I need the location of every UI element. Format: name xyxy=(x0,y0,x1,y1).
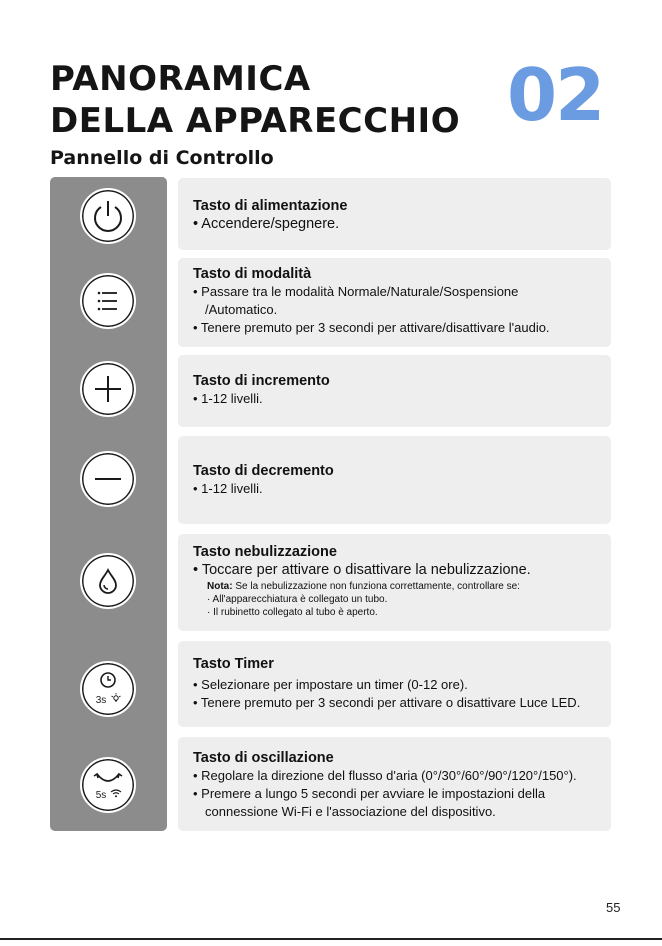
note-item: · Il rubinetto collegato al tubo è aperto. xyxy=(207,607,378,618)
oscillation-hold-label: 5s xyxy=(95,790,107,801)
card-line: • Toccare per attivare o disattivare la nebulizzazione. xyxy=(193,562,531,578)
card-line: • 1-12 livelli. xyxy=(193,481,263,496)
card-line: /Automatico. xyxy=(205,302,278,317)
card-title: Tasto di oscillazione xyxy=(193,750,334,766)
card-title: Tasto di modalità xyxy=(193,266,312,282)
card-line: • Passare tra le modalità Normale/Naturale/Sospensione xyxy=(193,284,519,299)
note-label: Nota: xyxy=(207,581,233,592)
card-line: • Tenere premuto per 3 secondi per attivare/disattivare l'audio. xyxy=(193,320,550,335)
water-drop-icon xyxy=(80,553,136,609)
card-line: • Accendere/spegnere. xyxy=(193,216,340,232)
minus-icon xyxy=(80,451,136,507)
oscillation-icon xyxy=(80,757,136,813)
title-line-1: PANORAMICA xyxy=(50,59,311,99)
card-title: Tasto di decremento xyxy=(193,463,334,479)
card-line: • Premere a lungo 5 secondi per avviare le impostazioni della xyxy=(193,786,546,801)
card-line: • Tenere premuto per 3 secondi per attivare o disattivare Luce LED. xyxy=(193,695,581,710)
card-line: • Selezionare per impostare un timer (0-12 ore). xyxy=(193,677,468,692)
card-title: Tasto Timer xyxy=(193,656,274,672)
page-title xyxy=(50,58,460,142)
card-mist xyxy=(178,534,611,631)
menu-icon xyxy=(80,273,136,329)
title-line-2: DELLA APPARECCHIO xyxy=(50,101,461,141)
bottom-divider xyxy=(0,938,662,940)
card-line: • Regolare la direzione del flusso d'aria (0°/30°/60°/90°/120°/150°). xyxy=(193,768,577,783)
page-number: 55 xyxy=(606,900,621,915)
power-icon xyxy=(80,188,136,244)
card-timer xyxy=(178,641,611,727)
card-power xyxy=(178,178,611,250)
card-mode xyxy=(178,258,611,347)
timer-hold-label: 3s xyxy=(95,695,107,706)
section-subtitle: Pannello di Controllo xyxy=(50,147,274,169)
card-title: Tasto di incremento xyxy=(193,373,330,389)
card-oscillation xyxy=(178,737,611,831)
clock-icon xyxy=(80,661,136,717)
card-note xyxy=(193,580,601,593)
card-title: Tasto nebulizzazione xyxy=(193,544,337,560)
card-decrement xyxy=(178,436,611,524)
card-title: Tasto di alimentazione xyxy=(193,198,348,214)
section-number: 02 xyxy=(507,53,604,137)
note-item: · All'apparecchiatura è collegato un tubo. xyxy=(207,594,388,605)
card-line: • 1-12 livelli. xyxy=(193,391,263,406)
plus-icon xyxy=(80,361,136,417)
note-text: Se la nebulizzazione non funziona correttamente, controllare se: xyxy=(235,581,520,592)
card-line: connessione Wi-Fi e l'associazione del dispositivo. xyxy=(205,804,496,819)
card-increment xyxy=(178,355,611,427)
